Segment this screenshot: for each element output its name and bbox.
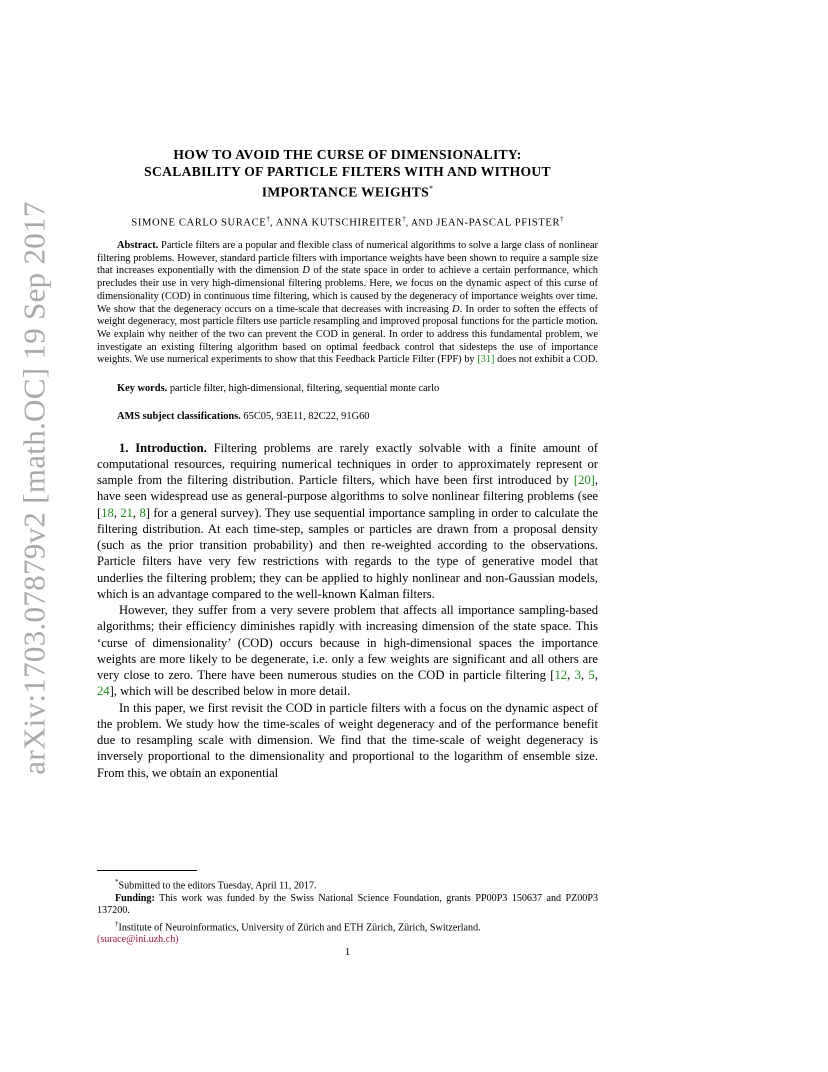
footnote-rule [97, 870, 197, 871]
ams-text: 65C05, 93E11, 82C22, 91G60 [240, 410, 370, 422]
body-text: for a general survey). They use sequential importance sampling in order to calculate the filtering distribution. At each time-step, samples or particles are drawn from a proposal density (such as the prior transition probability) and then re-weighted according to the observations. Particle filters have very few restrictions with regards to the type of generative model that underlies the filtering problem; they can be applied to highly nonlinear and non-Gaussian models, which is an advantage compared to the well-known Kalman filters. [97, 505, 599, 601]
citation-bracket: [ [97, 505, 102, 520]
author-2-mark: † [402, 214, 406, 223]
abstract [97, 240, 598, 367]
citation-link[interactable]: [20] [573, 473, 595, 487]
body-text: , which will be described below in more detail. [113, 684, 351, 699]
footnote-funding [97, 893, 598, 918]
intro-paragraph-1 [97, 440, 598, 603]
abstract-text-3: . In order to soften the effects of weight degeneracy, most particle filters use particle resampling and improved proposal functions for the particle motion. We explain why neither of the two can prevent the COD in general. In order to address this fundamental problem, we investigate an existing filtering algorithm based on optimal feedback control that sidesteps the use of importance weights. We use numerical experiments to show that this Feedback Particle Filter (FPF) by [97, 303, 598, 366]
citation-link[interactable]: 18 [101, 505, 114, 520]
funding-label: Funding: [115, 892, 155, 904]
paper-page [97, 146, 598, 781]
citation-separator: , [132, 505, 140, 520]
footnote-affiliation [97, 918, 598, 947]
body-text: However, they suffer from a very severe problem that affects all importance sampling-based algorithms; their efficiency diminishes rapidly with increasing dimension of the state space. This ‘curse of dimensionality’ (COD) occurs because in high-dimensional spaces the importance weights are more likely to be degenerate, i.e. only a few weights are significant and all others are very close to zero. There have been numerous studies on the COD in particle filtering [97, 603, 598, 682]
author-list [97, 215, 598, 229]
paper-title [97, 146, 598, 201]
citation-separator: , [594, 668, 598, 682]
section-heading: 1. Introduction. [119, 440, 207, 455]
ams-label: AMS subject classifications. [117, 410, 241, 422]
funding-text: This work was funded by the Swiss National Science Foundation, grants PP00P3 150637 and PZ00P3 137200. [97, 892, 598, 917]
title-line-3: IMPORTANCE WEIGHTS [261, 184, 429, 200]
intro-paragraph-3: In this paper, we first revisit the COD in particle filters with a focus on the dynamic aspect of the problem. We study how the time-scales of weight degeneracy and of the performance benefit due to resampling scale with dimension. We find that the time-scale of weight degeneracy is inversely proportional to the dimensionality and proportional to the logarithm of ensemble size. From this, we obtain an exponential [97, 700, 598, 780]
arxiv-stamp-text: arXiv:1703.07879v2 [math.OC] 19 Sep 2017 [17, 201, 53, 775]
abstract-label: Abstract. [117, 240, 159, 252]
abstract-text-1: Particle filters are a popular and flexible class of numerical algorithms to solve a large class of nonlinear filtering problems. However, standard particle filters with importance weights have been shown to require a sample size that increases exponentially with the dimension [97, 240, 598, 277]
footnote-mark: * [115, 878, 119, 886]
author-2: ANNA KUTSCHIREITER [275, 217, 403, 229]
citation-link[interactable]: 12 [554, 668, 568, 682]
citation-separator: , [113, 505, 121, 520]
citation-link[interactable]: 5 [588, 668, 595, 682]
citation-link[interactable]: [31] [477, 354, 495, 366]
citation-link[interactable]: 8 [139, 505, 146, 520]
author-separator: , [269, 217, 276, 229]
abstract-text-2: of the state space in order to achieve a certain performance, which precludes their use in very high-dimensional filtering problems. Here, we focus on the dynamic aspect of this curse of dimensionality (COD) in continuous time filtering, which is caused by the degeneracy of importance weights over time. We show that the degeneracy occurs on a time-scale that decreases with increasing [97, 265, 599, 315]
footnote-submitted [97, 876, 598, 893]
arxiv-stamp [16, 201, 54, 775]
citation-separator: , [580, 668, 589, 682]
citation-link[interactable]: 3 [574, 668, 581, 682]
footnote-text: Submitted to the editors Tuesday, April 11, 2017. [118, 880, 317, 892]
title-line-2: SCALABILITY OF PARTICLE FILTERS WITH AND WITHOUT [144, 164, 551, 179]
abstract-dimension-symbol: D [302, 265, 310, 277]
affiliation-text: Institute of Neuroinformatics, University of Zürich and ETH Zürich, Zürich, Switzerland. [118, 921, 481, 933]
footnotes [97, 876, 598, 947]
intro-paragraph-2 [97, 602, 598, 700]
footnote-mark: † [115, 919, 119, 928]
abstract-text-4: does not exhibit a COD. [494, 354, 598, 366]
body-text: Filtering problems are rarely exactly solvable with a finite amount of computational resources, requiring numerical techniques in order to approximately represent or sample from the filtering distribution. Particle filters, which have been first introduced by [97, 440, 598, 487]
citation-bracket: ] [109, 684, 114, 699]
citation-bracket: [ [550, 668, 555, 682]
citation-bracket: ] [145, 505, 150, 520]
title-footnote-mark: * [428, 184, 434, 193]
author-3-mark: † [560, 214, 564, 223]
citation-link[interactable]: 21 [120, 505, 133, 520]
abstract-dimension-symbol: D [452, 303, 460, 315]
author-separator: , AND [405, 218, 437, 229]
body-text: , have seen widespread use as general-purpose algorithms to solve nonlinear filtering problems (see [97, 473, 598, 504]
ams-classifications [97, 411, 598, 424]
title-line-1: HOW TO AVOID THE CURSE OF DIMENSIONALITY: [173, 147, 522, 162]
keywords-label: Key words. [117, 383, 168, 395]
author-1-mark: † [266, 214, 270, 223]
citation-separator: , [567, 668, 575, 682]
email-link[interactable]: (surace@ini.uzh.ch) [97, 934, 179, 946]
keywords [97, 383, 598, 396]
author-3: JEAN-PASCAL PFISTER [436, 217, 561, 229]
citation-link[interactable]: 24 [97, 684, 110, 699]
author-1: SIMONE CARLO SURACE [131, 217, 267, 229]
keywords-text: particle filter, high-dimensional, filtering, sequential monte carlo [167, 383, 440, 395]
page-number: 1 [344, 946, 351, 958]
